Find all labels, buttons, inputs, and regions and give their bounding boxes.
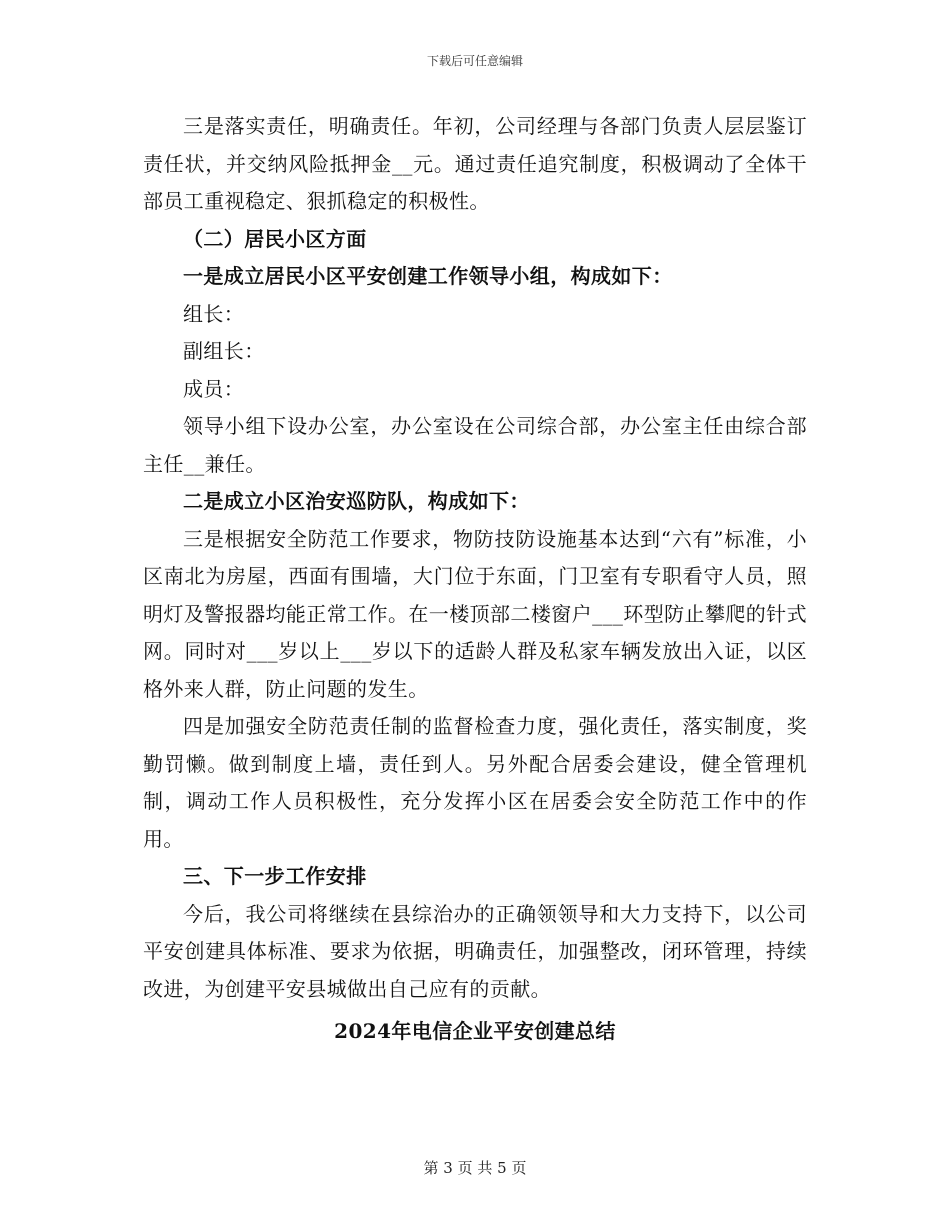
document-body: [143, 108, 807, 1051]
paragraph-responsibility: 三是落实责任，明确责任。年初，公司经理与各部门负责人层层鉴订责任状，并交纳风险抵押金__元。通过责任追究制度，积极调动了全体干部员工重视稳定、狠抓稳定的积极性。: [143, 114, 807, 213]
section-heading-next-steps: 三、下一步工作安排: [183, 864, 367, 888]
page-footer-number: 第 3 页 共 5 页: [423, 1159, 527, 1177]
line-members: 成员：: [183, 376, 245, 401]
paragraph-office: 领导小组下设办公室，办公室设在公司综合部，办公室主任由综合部主任__兼任。: [143, 414, 807, 476]
page-header-note: 下载后可任意编辑: [426, 54, 523, 68]
paragraph-future-plan: 今后，我公司将继续在县综治办的正确领领导和大力支持下，以公司平安创建具体标准、要求为依据，明确责任，加强整改，闭环管理，持续改进，为创建平安县城做出自己应有的贡献。: [143, 901, 807, 1001]
subheading-patrol-team: 二是成立小区治安巡防队，构成如下：: [183, 489, 530, 513]
subheading-leadership-group: 一是成立居民小区平安创建工作领导小组，构成如下：: [183, 264, 673, 288]
paragraph-supervision: 四是加强安全防范责任制的监督检查力度，强化责任，落实制度，奖勤罚懒。做到制度上墙，责任到人。另外配合居委会建设，健全管理机制，调动工作人员积极性，充分发挥小区在居委会安全防范工作中的作用。: [143, 714, 807, 851]
paragraph-security-facilities: 三是根据安全防范工作要求，物防技防设施基本达到“六有”标准，小区南北为房屋，西面有围墙，大门位于东面，门卫室有专职看守人员，照明灯及警报器均能正常工作。在一楼顶部二楼窗户___环型防止攀爬的针式网。同时对___岁以上___岁以下的适龄人群及私家车辆发放出入证，以区格外来人群，防止问题的发生。: [143, 526, 807, 701]
section-heading-residential: （二）居民小区方面: [183, 226, 367, 251]
next-document-title: 2024年电信企业平安创建总结: [334, 1019, 616, 1043]
line-deputy-leader: 副组长：: [183, 339, 265, 363]
line-group-leader: 组长：: [183, 301, 245, 326]
